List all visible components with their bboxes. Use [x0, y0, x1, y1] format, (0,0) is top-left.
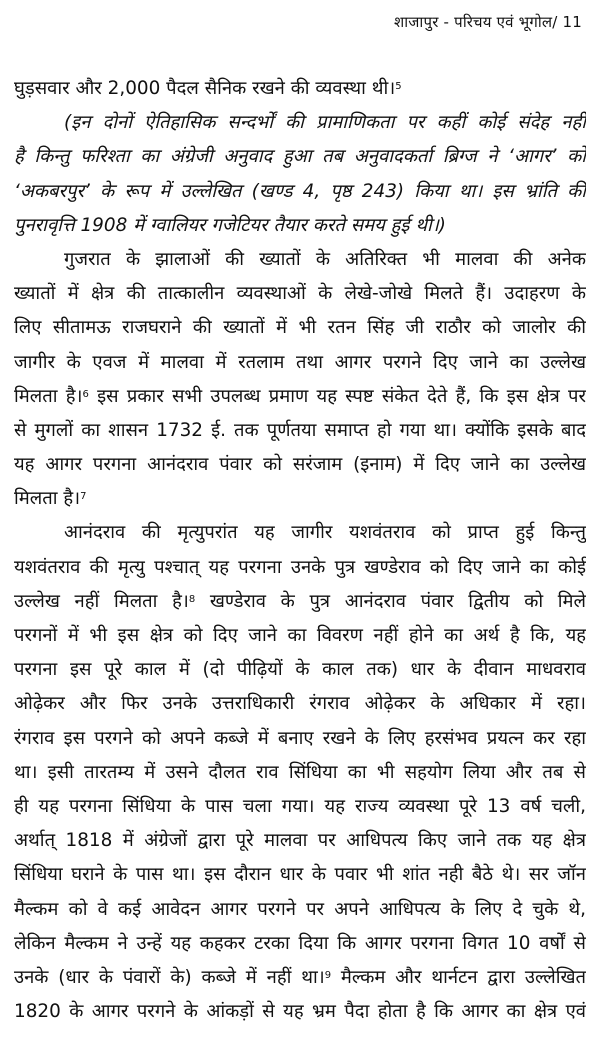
text-line: ही यह परगना सिंधिया के पास चला गया। यह राज्य व्यवस्था पूरे 13 वर्ष चली, — [14, 795, 586, 817]
text-line: लेकिन मैल्कम ने उन्हें यह कहकर टरका दिया कि आगर परगना विगत 10 वर्षों से — [14, 932, 586, 954]
text-line: अर्थात् 1818 में अंग्रेजों द्वारा पूरे मालवा पर आधिपत्य किए जाने तक यह क्षेत्र — [14, 830, 586, 852]
text-line: ख्यातों में क्षेत्र की तात्कालीन व्यवस्थाओं के लेखे-जोखे मिलते हैं। उदाहरण के — [14, 283, 586, 305]
text-line: ‘अकबरपुर’ के रूप में उल्लेखित (खण्ड 4, पृष्ठ 243) किया था। इस भ्रांति की — [14, 180, 586, 202]
text-line: गुजरात के झालाओं की ख्यातों के अतिरिक्त भी मालवा की अनेक — [64, 248, 586, 270]
text-line: है किन्तु फरिश्ता का अंग्रेजी अनुवाद हुआ तब अनुवादकर्ता ब्रिग्ज ने ‘आगर’ को — [14, 146, 586, 168]
text-line: उल्लेख नहीं मिलता है।$^8$ खण्डेराव के पुत्र आनंदराव पंवार द्वितीय को मिले — [14, 590, 586, 612]
text-line: जागीर के एवज में मालवा में रतलाम तथा आगर परगने दिए जाने का उल्लेख — [14, 351, 586, 373]
text-line: परगनों में भी इस क्षेत्र को दिए जाने का विवरण नहीं होने का अर्थ है कि, यह — [14, 625, 586, 646]
text-line: से मुगलों का शासन 1732 ई. तक पूर्णतया समाप्त हो गया था। क्योंकि इसके बाद — [14, 419, 586, 441]
footnote-ref: 9 — [324, 969, 332, 981]
text-line: यशवंतराव की मृत्यु पश्चात् यह परगना उनके पुत्र खण्डेराव को दिए जाने का कोई — [14, 556, 586, 578]
text-line: मिलता है।$^6$ इस प्रकार सभी उपलब्ध प्रमाण यह स्पष्ट संकेत देते हैं, कि इस क्षेत्र पर — [14, 385, 586, 407]
footnote-ref: 7 — [80, 491, 87, 503]
text-line: मिलता है।$^7$ — [14, 488, 87, 510]
footnote-ref: 6 — [82, 388, 89, 400]
text-line: था। इसी तारतम्य में उसने दौलत राव सिंधिया का भी सहयोग लिया और तब से — [14, 761, 586, 783]
footnote-ref: 5 — [395, 81, 402, 92]
text-line: लिए सीतामऊ राजघराने की ख्यातों में भी रतन सिंह जी राठौर को जालोर की — [14, 317, 586, 339]
text-line: परगना इस पूरे काल में (दो पीढ़ियों के काल तक) धार के दीवान माधवराव — [14, 659, 586, 681]
page-body — [14, 72, 586, 1029]
running-header: शाजापुर - परिचय एवं भूगोल/ 11 — [394, 13, 582, 31]
footnote-ref: 8 — [188, 593, 196, 605]
text-line: रंगराव इस परगने को अपने कब्जे में बनाए रखने के लिए हरसंभव प्रयत्न कर रहा — [14, 727, 586, 749]
text-line: यह आगर परगना आनंदराव पंवार को सरंजाम (इनाम) में दिए जाने का उल्लेख — [14, 454, 586, 476]
text-line: आनंदराव की मृत्युपरांत यह जागीर यशवंतराव को प्राप्त हुई किन्तु — [64, 522, 586, 544]
text-line: घुड़सवार और 2,000 पैदल सैनिक रखने की व्यवस्था थी।$^5$ — [14, 78, 402, 99]
text-line: उनके (धार के पंवारों के) कब्जे में नहीं था।$^9$ मैल्कम और थार्नटन द्वारा उल्लेखित — [14, 966, 586, 988]
text-line: मैल्कम को वे कई आवेदन आगर परगने पर अपने आधिपत्य के लिए दे चुके थे, — [14, 898, 586, 920]
text-line: पुनरावृत्ति 1908 में ग्वालियर गजेटियर तैयार करते समय हुई थी।) — [14, 214, 446, 236]
text-line: सिंधिया घराने के पास था। इस दौरान धार के पवार भी शांत नही बैठे थे। सर जॉन — [14, 864, 586, 886]
text-line: 1820 के आगर परगने के आंकड़ों से यह भ्रम पैदा होता है कि आगर का क्षेत्र एवं — [14, 1001, 586, 1023]
text-line: ओढ़ेकर और फिर उनके उत्तराधिकारी रंगराव ओढ़ेकर के अधिकार में रहा। — [14, 693, 586, 715]
text-line: (इन दोनों ऐतिहासिक सन्दर्भों की प्रामाणिकता पर कहीं कोई संदेह नहीं — [64, 112, 586, 134]
